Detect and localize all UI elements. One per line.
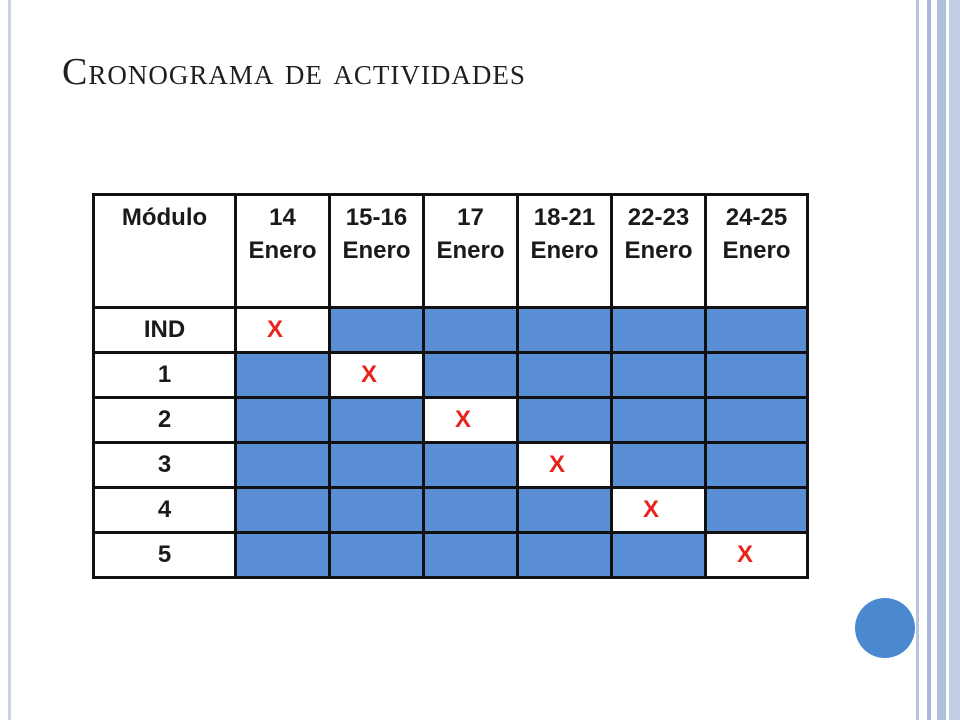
header-day: 24-25	[725, 204, 788, 231]
schedule-filled-cell	[612, 308, 706, 353]
schedule-filled-cell	[706, 398, 808, 443]
row-label: 2	[94, 398, 236, 443]
header-column	[424, 195, 518, 308]
schedule-filled-cell	[330, 308, 424, 353]
schedule-filled-cell	[518, 308, 612, 353]
header-row	[94, 195, 808, 308]
header-day: 15-16	[345, 204, 408, 231]
header-column	[612, 195, 706, 308]
table-row	[94, 398, 808, 443]
table-row	[94, 308, 808, 353]
schedule-filled-cell	[706, 353, 808, 398]
schedule-filled-cell	[706, 308, 808, 353]
table-row	[94, 488, 808, 533]
table-row	[94, 443, 808, 488]
schedule-filled-cell	[236, 488, 330, 533]
header-day: 18-21	[533, 204, 596, 231]
schedule-filled-cell	[424, 308, 518, 353]
left-border-decoration	[0, 0, 11, 720]
decorative-circle	[855, 598, 915, 658]
schedule-filled-cell	[518, 398, 612, 443]
table-row	[94, 353, 808, 398]
header-column	[518, 195, 612, 308]
schedule-filled-cell	[236, 443, 330, 488]
schedule-filled-cell	[612, 353, 706, 398]
schedule-filled-cell	[424, 353, 518, 398]
schedule-table	[92, 193, 809, 579]
schedule-body	[94, 308, 808, 578]
schedule-mark-cell: X	[236, 308, 330, 353]
table-row	[94, 533, 808, 578]
slide-title	[62, 50, 526, 94]
slide-title-rest: ronograma de actividades	[88, 51, 526, 93]
schedule-filled-cell	[330, 488, 424, 533]
header-day: 22-23	[627, 204, 690, 231]
header-month: Enero	[530, 237, 599, 264]
header-month: Enero	[342, 237, 411, 264]
row-label: 4	[94, 488, 236, 533]
schedule-filled-cell	[612, 533, 706, 578]
schedule-filled-cell	[236, 398, 330, 443]
header-day: 14	[269, 204, 296, 231]
schedule-mark-cell: X	[706, 533, 808, 578]
header-column	[706, 195, 808, 308]
header-column	[236, 195, 330, 308]
header-month: Enero	[722, 237, 791, 264]
header-day: 17	[457, 204, 484, 231]
schedule-filled-cell	[424, 443, 518, 488]
header-column	[330, 195, 424, 308]
schedule-mark-cell: X	[518, 443, 612, 488]
header-month: Enero	[436, 237, 505, 264]
schedule-filled-cell	[236, 353, 330, 398]
header-month: Enero	[248, 237, 317, 264]
header-month: Enero	[624, 237, 693, 264]
schedule-filled-cell	[612, 398, 706, 443]
schedule-mark-cell: X	[330, 353, 424, 398]
schedule-filled-cell	[518, 533, 612, 578]
header-module: Módulo	[94, 195, 236, 308]
schedule-filled-cell	[424, 533, 518, 578]
schedule-filled-cell	[518, 488, 612, 533]
right-stripe-decoration	[916, 0, 960, 720]
schedule-mark-cell: X	[612, 488, 706, 533]
row-label: 1	[94, 353, 236, 398]
schedule-filled-cell	[330, 533, 424, 578]
schedule-filled-cell	[236, 533, 330, 578]
schedule-filled-cell	[330, 443, 424, 488]
schedule-filled-cell	[518, 353, 612, 398]
row-label: 5	[94, 533, 236, 578]
schedule-mark-cell: X	[424, 398, 518, 443]
slide-title-initial: C	[62, 51, 89, 93]
schedule-filled-cell	[612, 443, 706, 488]
row-label: 3	[94, 443, 236, 488]
schedule-filled-cell	[706, 488, 808, 533]
row-label: IND	[94, 308, 236, 353]
schedule-filled-cell	[706, 443, 808, 488]
schedule-filled-cell	[330, 398, 424, 443]
schedule-filled-cell	[424, 488, 518, 533]
